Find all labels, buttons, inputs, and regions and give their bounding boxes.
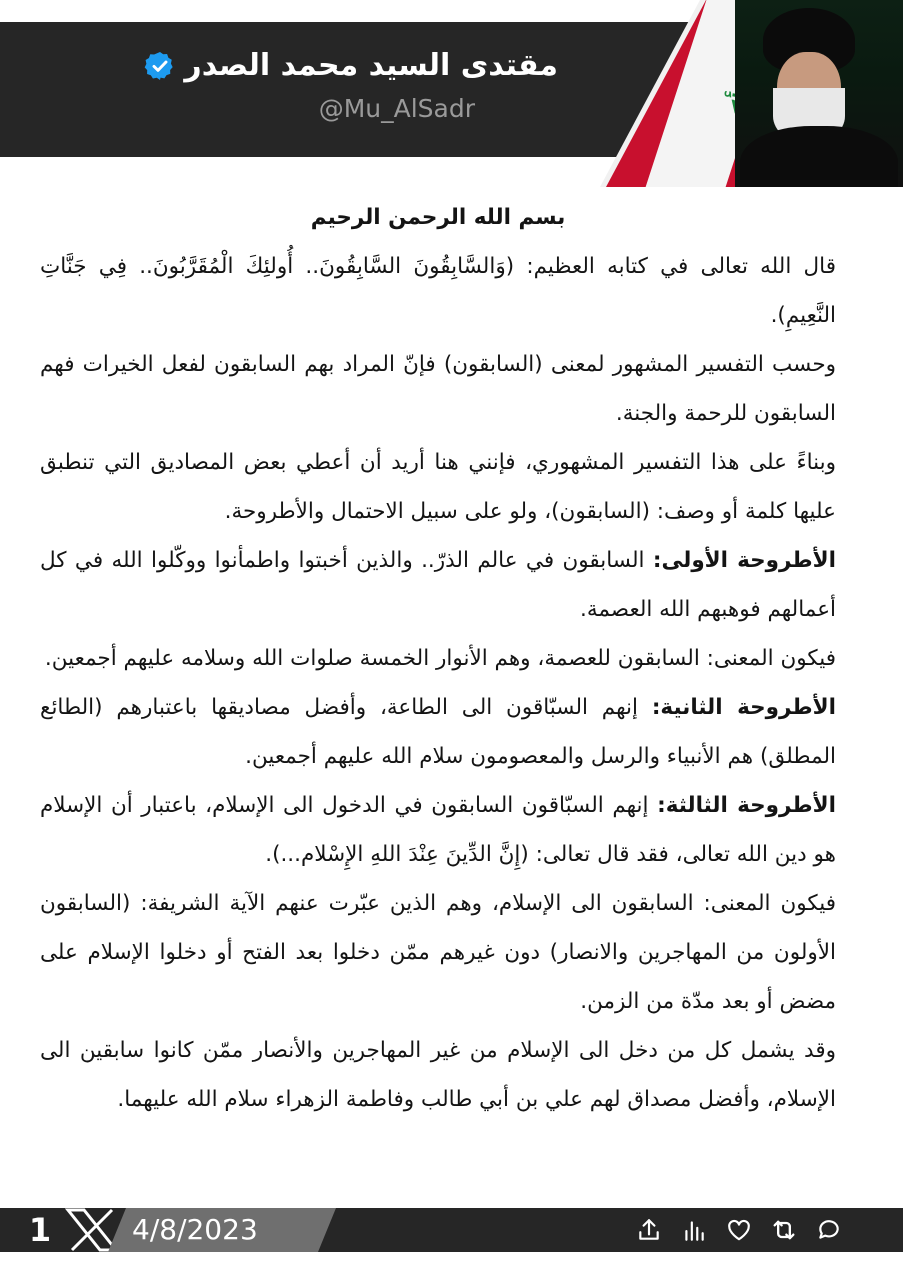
paragraph-5: فيكون المعنى: السابقون للعصمة، وهم الأنوار الخمسة صلوات الله وسلامه عليهم أجمعين. — [44, 646, 836, 671]
post-body — [40, 193, 836, 1124]
account-name-row — [144, 48, 558, 83]
basmala: بسم الله الرحمن الرحيم — [310, 205, 566, 230]
paragraph-4 — [40, 536, 836, 634]
views-icon[interactable] — [680, 1216, 708, 1244]
post-footer — [0, 1208, 903, 1252]
thesis-2-label: الأطروحة الثانية: — [651, 695, 836, 720]
paragraph-1: قال الله تعالى في كتابه العظيم: (وَالسَّابِقُونَ السَّابِقُونَ.. أُولئِكَ الْمُقَرَّبُونَ.. فِي جَنَّاتِ النَّعِيمِ). — [40, 254, 836, 328]
post-date: 4/8/2023 — [132, 1213, 258, 1246]
reply-icon[interactable] — [815, 1216, 843, 1244]
account-handle[interactable]: @Mu_AlSadr — [318, 94, 475, 123]
page-number: 1 — [28, 1211, 52, 1249]
thesis-2-text: إنهم السبّاقون الى الطاعة، وأفضل مصاديقها باعتبارهم (الطائع المطلق) هم الأنبياء والرسل والمعصومون سلام الله عليهم أجمعين. — [40, 695, 836, 769]
paragraph-6 — [40, 683, 836, 781]
verified-badge-icon — [144, 50, 176, 82]
paragraph-9: وقد يشمل كل من دخل الى الإسلام من غير المهاجرين والأنصار ممّن كانوا سابقين الى الإسلام، وأفضل مصداق لهم علي بن أبي طالب وفاطمة الزهراء سلام الله عليهما. — [40, 1038, 836, 1112]
paragraph-3: وبناءً على هذا التفسير المشهوري، فإنني هنا أريد أن أعطي بعض المصاديق التي تنطبق عليها كلمة أو وصف: (السابقون)، ولو على سبيل الاحتمال والأطروحة. — [40, 450, 836, 524]
paragraph-7 — [40, 781, 836, 879]
avatar[interactable] — [735, 0, 903, 187]
action-bar — [635, 1208, 843, 1252]
thesis-3-text: إنهم السبّاقون السابقون في الدخول الى الإسلام، باعتبار أن الإسلام هو دين الله تعالى، فقد قال تعالى: (إِنَّ الدِّينَ عِنْدَ اللهِ الإِسْلام...). — [40, 793, 836, 867]
account-name[interactable]: مقتدى السيد محمد الصدر — [184, 48, 558, 83]
repost-icon[interactable] — [770, 1216, 798, 1244]
paragraph-2: وحسب التفسير المشهور لمعنى (السابقون) فإنّ المراد بهم السابقون لفعل الخيرات فهم السابقون للرحمة والجنة. — [40, 352, 836, 426]
paragraph-8: فيكون المعنى: السابقون الى الإسلام، وهم الذين عبّرت عنهم الآية الشريفة: (السابقون الأولون من المهاجرين والانصار) دون غيرهم ممّن دخلوا بعد الفتح أو دخلوا الإسلام على مضض أو بعد مدّة من الزمن. — [40, 891, 836, 1014]
thesis-1-label: الأطروحة الأولى: — [652, 548, 836, 573]
share-icon[interactable] — [635, 1216, 663, 1244]
like-icon[interactable] — [725, 1216, 753, 1244]
thesis-1-text: السابقون في عالم الذرّ.. والذين أخبتوا واطمأنوا ووكّلوا الله في كل أعمالهم فوهبهم الله العصمة. — [40, 548, 836, 622]
thesis-3-label: الأطروحة الثالثة: — [657, 793, 837, 818]
